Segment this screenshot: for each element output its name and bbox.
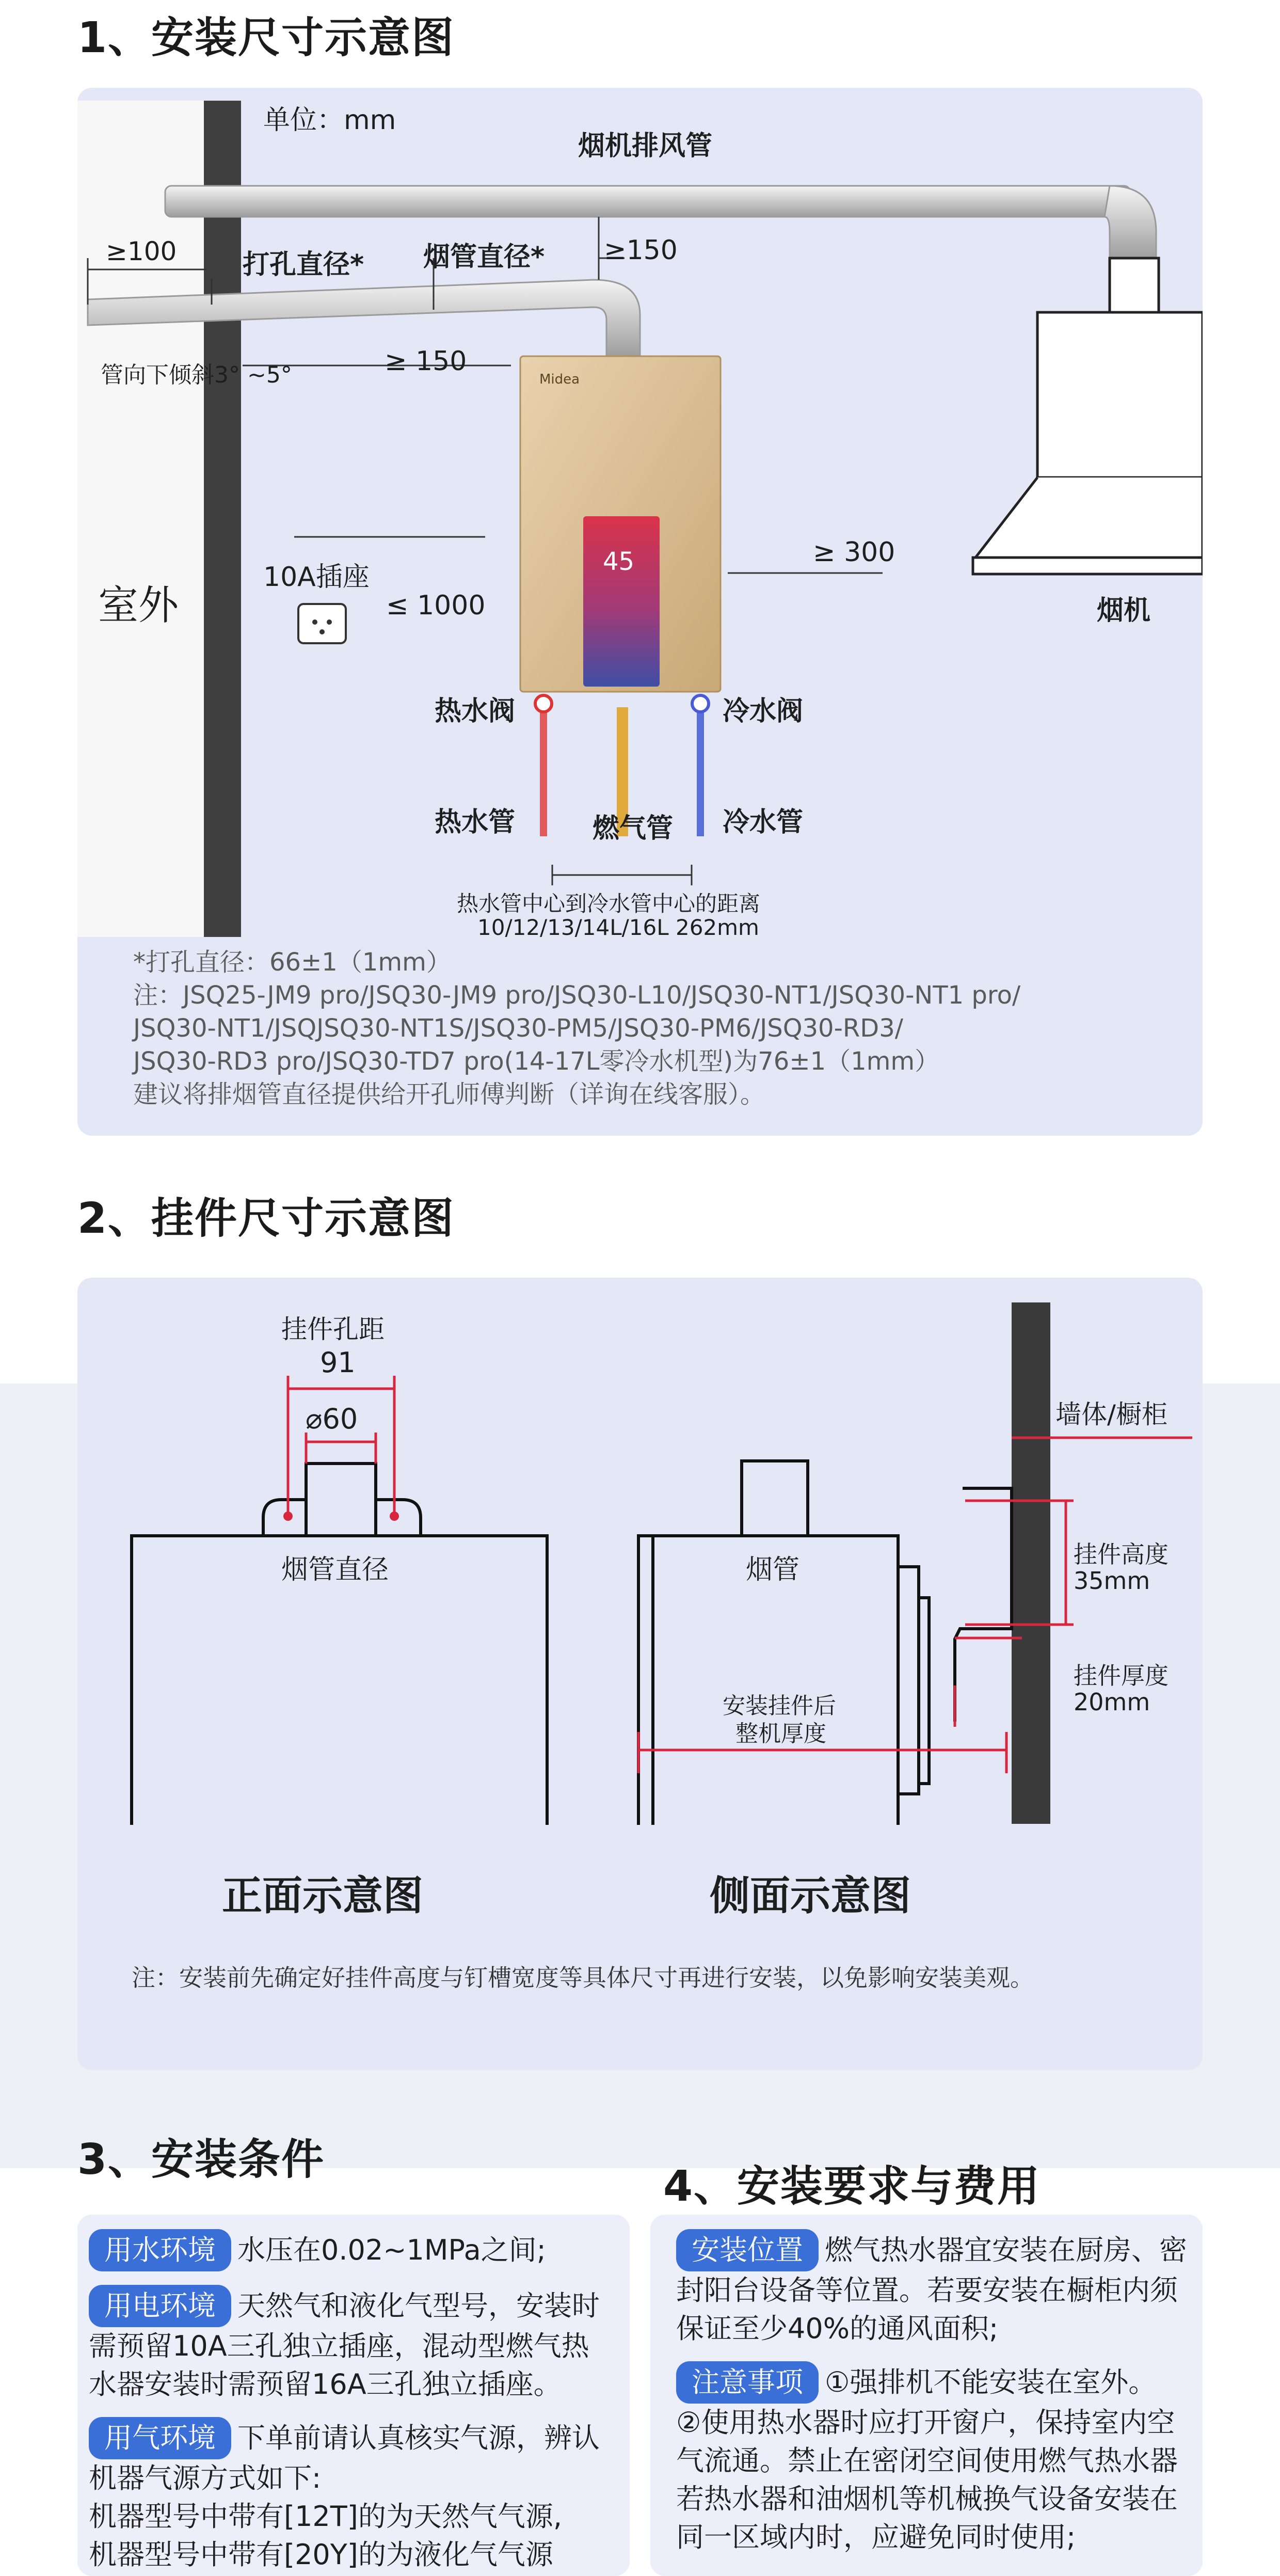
hanger-height-label: 挂件高度 [1074, 1540, 1169, 1568]
slope-label: 管向下倾斜3° ~5° [101, 362, 292, 388]
note-line-2: 注：JSQ25-JM9 pro/JSQ30-JM9 pro/JSQ30-L10/JSQ30-NT1/JSQ30-NT1 pro/ [133, 981, 1021, 1010]
exhaust-pipe-elbow [1105, 186, 1156, 258]
clearance-150-label: ≥ 150 [385, 346, 467, 377]
outdoor-label: 室外 [98, 582, 179, 629]
cold-water-valve-icon [692, 695, 709, 712]
side-view-title: 侧面示意图 [710, 1873, 911, 1919]
gas-text: 下单前请认真核实气源，辨认机器气源方式如下: [89, 2422, 600, 2494]
center-distance-label: 热水管中心到冷水管中心的距离 [457, 891, 761, 916]
cold-water-pipe [697, 707, 704, 836]
notice-text-1: ①强排机不能安装在室外。 [825, 2366, 1157, 2398]
wall [204, 101, 241, 937]
side-hanger [898, 1567, 919, 1794]
location-text: 燃气热水器宜安装在厨房、密封阳台设备等位置。若要安装在橱柜内须保证至少40%的通风面积; [676, 2234, 1187, 2345]
distance-1000-label: ≤ 1000 [386, 590, 486, 621]
power-condition [89, 2285, 610, 2404]
side-flue-label: 烟管 [746, 1554, 800, 1585]
gas-line-3: 机器型号中带有[20Y]的为液化气气源 [89, 2538, 553, 2571]
front-flue-diameter-label: 烟管直径 [281, 1554, 389, 1585]
gas-tag: 用气环境 [89, 2417, 231, 2459]
hood-canopy [975, 478, 1203, 558]
brand-logo: Midea [539, 372, 580, 387]
gas-condition [89, 2417, 610, 2574]
section3-title: 3、安装条件 [77, 2135, 325, 2184]
hanger-note: 注：安装前先确定好挂件高度与钉槽宽度等具体尺寸再进行安装，以免影响安装美观。 [132, 1964, 1034, 1992]
cold-water-valve-label: 冷水阀 [723, 696, 804, 727]
hanger-bracket [955, 1488, 1012, 1722]
hood-base [973, 558, 1203, 574]
flue-diameter-label: 烟管直径* [423, 242, 545, 273]
note-line-5: 建议将排烟管直径提供给开孔师傅判断（详询在线客服）。 [133, 1080, 765, 1109]
hot-water-pipe [540, 707, 547, 836]
hot-water-valve-icon [535, 695, 552, 712]
power-text: 天然气和液化气型号，安装时需预留10A三孔独立插座，混动型燃气热水器安装时需预留16A三孔独立插座。 [89, 2289, 600, 2400]
distance-300-label: ≥ 300 [813, 537, 895, 568]
total-thickness-label: 整机厚度 [735, 1721, 826, 1747]
section1-title: 1、安装尺寸示意图 [77, 13, 455, 62]
hood-body [1037, 312, 1203, 478]
water-condition [89, 2229, 610, 2271]
note-line-3: JSQ30-NT1/JSQJSQ30-NT1S/JSQ30-PM5/JSQ30-PM6/JSQ30-RD3/ [133, 1014, 903, 1043]
flue-diameter-value: ⌀60 [306, 1403, 358, 1435]
hood-duct [1110, 258, 1159, 312]
notice-tag: 注意事项 [676, 2361, 819, 2404]
section2-title: 2、挂件尺寸示意图 [77, 1194, 455, 1243]
cold-water-pipe-label: 冷水管 [723, 807, 804, 838]
hole-pitch-value: 91 [320, 1346, 356, 1379]
hood-exhaust-pipe [165, 186, 1130, 217]
center-distance-value: 10/12/13/14L/16L 262mm [477, 915, 759, 940]
side-flue [742, 1461, 808, 1536]
power-tag: 用电环境 [89, 2285, 231, 2327]
front-view-title: 正面示意图 [222, 1873, 424, 1919]
installation-requirements [676, 2229, 1197, 2570]
hot-water-pipe-label: 热水管 [435, 807, 516, 838]
after-install-label: 安装挂件后 [723, 1693, 836, 1719]
side-wall [1012, 1302, 1050, 1824]
clearance-150-top-label: ≥150 [604, 235, 678, 266]
note-line-4: JSQ30-RD3 pro/JSQ30-TD7 pro(14-17L零冷水机型)为76±1（1mm） [133, 1047, 940, 1076]
water-tag: 用水环境 [89, 2229, 231, 2271]
clearance-100-label: ≥100 [106, 236, 177, 266]
installation-conditions [89, 2229, 610, 2574]
hanger-dimension-diagram [77, 1278, 1203, 1887]
notice-requirement [676, 2361, 1197, 2556]
notice-text-2: ②使用热水器时应打开窗户，保持室内空气流通。禁止在密闭空间使用燃气热水器若热水器和油烟机等机械换气设备安装在同一区域内时，应避免同时使用; [676, 2406, 1178, 2553]
display-temperature: 45 [603, 547, 635, 576]
hanger-hole-pitch-label: 挂件孔距 [281, 1314, 385, 1344]
unit-label: 单位：mm [263, 105, 396, 136]
gas-pipe-label: 燃气管 [593, 813, 674, 844]
socket-label: 10A插座 [263, 562, 370, 593]
location-requirement [676, 2229, 1197, 2348]
water-text: 水压在0.02~1MPa之间; [237, 2234, 546, 2266]
hanger-thickness-value: 20mm [1074, 1688, 1150, 1716]
front-flue [306, 1464, 376, 1536]
gas-line-2: 机器型号中带有[12T]的为天然气气源, [89, 2500, 562, 2533]
hanger-thickness-label: 挂件厚度 [1074, 1662, 1169, 1690]
exhaust-pipe-label: 烟机排风管 [578, 131, 713, 162]
hanger-height-value: 35mm [1074, 1567, 1150, 1595]
note-line-1: *打孔直径：66±1（1mm） [133, 948, 451, 977]
outdoor-area [77, 101, 204, 937]
hole-diameter-label: 打孔直径* [243, 249, 364, 280]
hot-water-valve-label: 热水阀 [435, 696, 516, 727]
location-tag: 安装位置 [676, 2229, 819, 2271]
wall-cabinet-label: 墙体/橱柜 [1055, 1400, 1167, 1429]
socket-icon [298, 604, 346, 643]
range-hood-label: 烟机 [1097, 595, 1151, 626]
section4-title: 4、安装要求与费用 [663, 2162, 1041, 2211]
heater-display [583, 516, 660, 687]
